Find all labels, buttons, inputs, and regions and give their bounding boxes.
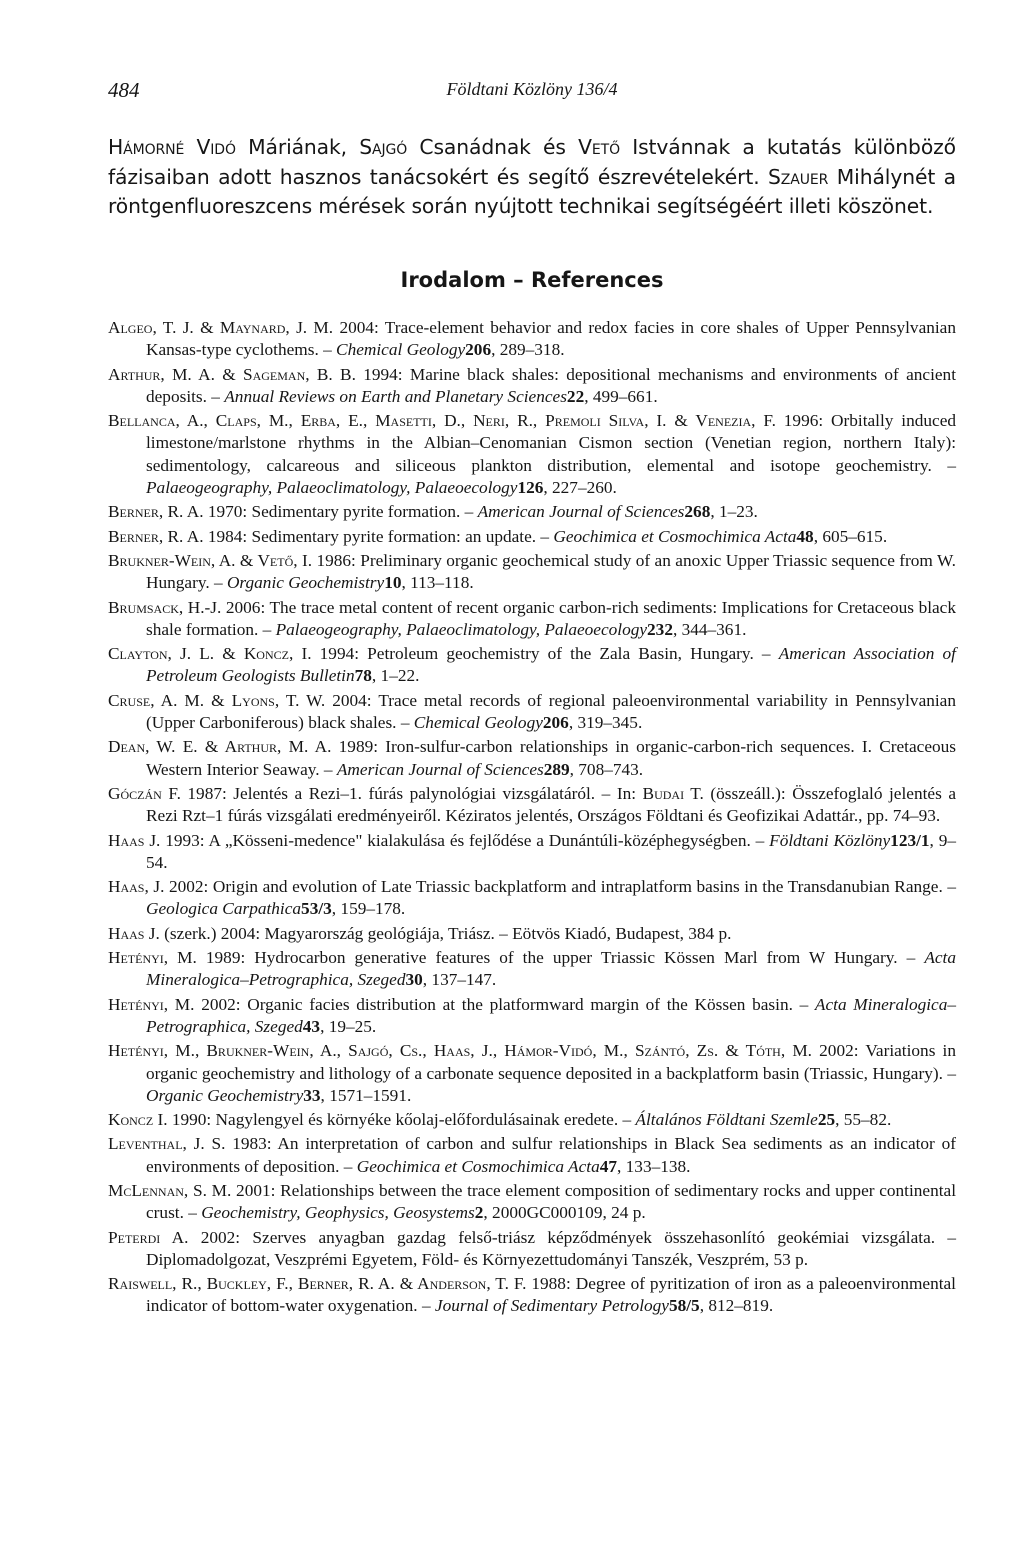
reference-journal: Geochimica et Cosmochimica Acta [553, 526, 797, 546]
references-heading: Irodalom – References [400, 268, 664, 292]
reference-journal: Általános Földtani Szemle [635, 1110, 818, 1130]
reference-text: (szerk.) 2004: Magyarország geológiája, Triász. – Eötvös Kiadó, Budapest, 384 p. [159, 923, 732, 943]
page-header [108, 78, 956, 102]
reference-entry [108, 1227, 956, 1271]
reference-pages: , 55–82. [835, 1110, 892, 1130]
reference-journal: Geochimica et Cosmochimica Acta [356, 1156, 600, 1176]
reference-text: 1993: A „Kösseni-medence" kialakulása és fejlődése a Dunántúli-középhegységben. – [160, 830, 770, 850]
reference-pages: , 319–345. [568, 712, 643, 732]
reference-authors: Leventhal, J. S. [108, 1134, 226, 1154]
reference-authors: Haas J. [108, 923, 160, 943]
reference-text: 1970: Sedimentary pyrite formation. – [203, 502, 478, 522]
reference-volume: 30 [405, 970, 423, 990]
reference-journal: Palaeogeography, Palaeoclimatology, Palaeoecology [275, 619, 648, 639]
page-number: 484 [108, 78, 140, 102]
reference-pages: , 289–318. [491, 340, 565, 360]
reference-text: 2004: Trace-element behavior and redox facies in core shales of Upper Pennsylvanian Kansas-type cyclothems. – [146, 318, 956, 360]
reference-authors: Brukner-Wein, A. & Vető, I. [108, 550, 313, 570]
reference-text: 2002: Origin and evolution of Late Triassic backplatform and intraplatform basins in the Transdanubian Range. – [164, 877, 956, 897]
reference-volume: 206 [542, 712, 569, 732]
reference-authors: Arthur, M. A. & Sageman, B. B. [108, 364, 356, 384]
reference-text: 2006: The trace metal content of recent organic carbon-rich sediments: Implications for Cretaceous black shale formation. – [146, 597, 956, 639]
reference-entry [108, 317, 956, 361]
acknowledgement-text: Istvánnak a kutatás különböző fázisaiban adott hasznos tanácsokért és segítő észrevételekért. [108, 135, 956, 189]
reference-pages: , 1–23. [710, 502, 758, 522]
reference-authors: Peterdi A. [108, 1227, 189, 1247]
reference-authors: Hetényi, M. [108, 994, 195, 1014]
reference-authors: Haas, J. [108, 877, 165, 897]
reference-volume: 268 [684, 502, 711, 522]
reference-authors: Koncz I. [108, 1110, 168, 1130]
reference-text: 1987: Jelentés a Rezi–1. fúrás palynológiai vizsgálatáról. – In: [180, 783, 643, 803]
reference-text: 1986: Preliminary organic geochemical study of an anoxic Upper Triassic sequence from W. Hungary. – [146, 550, 957, 593]
reference-pages: , 605–615. [813, 526, 888, 546]
reference-volume: 123/1 [890, 830, 930, 850]
reference-authors: Haas J. [108, 830, 161, 850]
reference-authors: Clayton, J. L. & Koncz, I. [108, 644, 312, 664]
reference-authors: Bellanca, A., Claps, M., Erba, E., Masetti, D., Neri, R., Premoli Silva, I. & Venezia, F. [108, 411, 776, 431]
reference-entry [108, 597, 956, 641]
reference-pages: , 708–743. [569, 759, 644, 779]
reference-entry [108, 994, 956, 1038]
reference-authors: Algeo, T. J. & Maynard, J. M. [108, 318, 334, 337]
reference-text: 1994: Petroleum geochemistry of the Zala Basin, Hungary. – [311, 644, 779, 664]
reference-entry [108, 1109, 956, 1131]
reference-entry [108, 1133, 956, 1177]
acknowledgement-text: Csanádnak és [407, 135, 579, 159]
reference-text: 1989: Iron-sulfur-carbon relationships in organic-carbon-rich sequences. I. Cretaceous Western Interior Seaway. – [146, 737, 957, 779]
reference-entry [108, 1180, 956, 1224]
reference-pages: , 344–361. [672, 619, 747, 639]
reference-authors: Dean, W. E. & Arthur, M. A. [108, 737, 332, 757]
acknowledgement-text: Máriának, [235, 135, 360, 159]
reference-text: 2001: Relationships between the trace element composition of sedimentary rocks and upper continental crust. – [146, 1181, 957, 1223]
reference-entry [108, 876, 956, 920]
reference-entry [108, 526, 956, 548]
reference-volume: 22 [566, 386, 585, 406]
reference-pages: , 137–147. [422, 970, 497, 990]
reference-entry [108, 410, 956, 499]
reference-pages: , 159–178. [331, 899, 406, 919]
reference-entry [108, 690, 956, 734]
reference-text: 2002: Variations in organic geochemistry and lithology of a carbonate sequence deposited in a backplatform basin (Triassic, Hungary). – [146, 1041, 957, 1083]
reference-text: 1983: An interpretation of carbon and sulfur relationships in Black Sea sediments as an indicator of environments of deposition. – [146, 1134, 956, 1176]
reference-volume: 206 [465, 340, 492, 360]
reference-text: 2004: Trace metal records of regional paleoenvironmental variability in Pennsylvanian (Upper Carboniferous) black shales. – [146, 690, 956, 732]
reference-entry [108, 501, 956, 523]
reference-entry [108, 736, 956, 780]
reference-volume: 53/3 [301, 899, 332, 919]
reference-text: 2002: Szerves anyagban gazdag felső-triász képződmények összehasonlító geokémiai vizsgálata. – Diplomadolgozat, Veszprémi Egyetem, Föld- és Környezettudományi Tanszék, Veszprém, 53 p. [146, 1227, 957, 1269]
reference-journal: Palaeogeography, Palaeoclimatology, Palaeoecology [146, 477, 518, 497]
reference-journal: Organic Geochemistry [146, 1085, 304, 1105]
reference-journal: American Journal of Sciences [477, 502, 685, 522]
reference-volume: 78 [354, 666, 372, 686]
reference-text: 1984: Sedimentary pyrite formation: an update. – [203, 526, 554, 546]
reference-volume: 126 [517, 477, 544, 497]
acknowledgement-text: Mihálynét a röntgenfluoreszcens mérések során nyújtott technikai segítségéért illeti köszönet. [108, 164, 957, 218]
reference-authors: McLennan, S. M. [108, 1181, 232, 1201]
reference-text: 1988: Degree of pyritization of iron as a paleoenvironmental indicator of bottom-water oxygenation. – [146, 1274, 956, 1316]
reference-journal: Geochemistry, Geophysics, Geosystems [201, 1203, 475, 1223]
reference-volume: 289 [543, 759, 570, 779]
reference-journal: Acta Mineralogica–Petrographica, Szeged [146, 948, 956, 990]
reference-entry [108, 364, 956, 408]
reference-text: 1994: Marine black shales: depositional mechanisms and environments of ancient deposits. – [146, 364, 956, 406]
reference-entry [108, 830, 956, 874]
reference-authors: Hetényi, M. [108, 948, 197, 968]
reference-journal: Chemical Geology [413, 712, 543, 732]
reference-entry [108, 1273, 956, 1317]
reference-list [108, 317, 956, 1320]
reference-volume: 25 [817, 1110, 836, 1130]
reference-entry [108, 947, 956, 991]
reference-pages: , 9–54. [146, 830, 956, 872]
acknowledgement-paragraph [108, 133, 956, 222]
reference-editor: Budai T. [642, 783, 704, 803]
reference-volume: 47 [599, 1156, 618, 1176]
reference-text: 1989: Hydrocarbon generative features of the upper Triassic Kössen Marl from W Hungary. – [196, 948, 925, 968]
reference-pages: , 133–138. [617, 1156, 691, 1176]
reference-authors: Hetényi, M., Brukner-Wein, A., Sajgó, Cs., Haas, J., Hámor-Vidó, M., Szántó, Zs. & Tóth, M. [108, 1041, 813, 1061]
reference-authors: Cruse, A. M. & Lyons, T. W. [108, 690, 326, 710]
reference-entry [108, 923, 956, 945]
reference-journal: Geologica Carpathica [146, 899, 302, 919]
reference-volume: 10 [384, 573, 402, 593]
reference-authors: Brumsack, H.-J. [108, 597, 222, 617]
reference-journal: Acta Mineralogica–Petrographica, Szeged [146, 994, 956, 1036]
reference-volume: 43 [302, 1016, 321, 1036]
reference-pages: , 2000GC000109, 24 p. [483, 1203, 646, 1223]
reference-journal: American Association of Petroleum Geologists Bulletin [146, 644, 956, 686]
reference-pages: , 812–819. [699, 1296, 774, 1316]
reference-entry [108, 1040, 956, 1107]
reference-authors: Raiswell, R., Buckley, F., Berner, R. A. & Anderson, T. F. [108, 1274, 527, 1294]
reference-entry [108, 550, 956, 594]
reference-authors: Góczán F. [108, 783, 181, 803]
reference-pages: , 499–661. [584, 386, 658, 406]
reference-journal: Journal of Sedimentary Petrology [434, 1296, 669, 1316]
running-head: Földtani Közlöny 136/4 [446, 79, 618, 99]
reference-volume: 58/5 [668, 1296, 700, 1316]
reference-entry [108, 643, 956, 687]
reference-authors: Berner, R. A. [108, 526, 204, 546]
acknowledged-person-name: Sajgó [359, 135, 408, 159]
reference-pages: , 1571–1591. [320, 1085, 412, 1105]
reference-volume: 232 [647, 619, 673, 639]
reference-text: 1990: Nagylengyel és környéke kőolaj-előfordulásainak eredete. – [167, 1110, 636, 1130]
acknowledged-person-name: Szauer [768, 164, 829, 189]
acknowledged-person-name: Hámorné Vidó [108, 135, 236, 159]
reference-text: (összeáll.): Összefoglaló jelentés a Rezi Rzt–1 fúrás vizsgálati eredményeiről. Kéziratos jelentés, Országos Földtani és Geofizikai Adattár., pp. 74–93. [146, 783, 956, 826]
reference-journal: Organic Geochemistry [226, 573, 385, 593]
acknowledged-person-name: Vető [578, 135, 620, 159]
reference-volume: 33 [303, 1085, 321, 1105]
reference-authors: Berner, R. A. [108, 502, 204, 522]
reference-journal: Chemical Geology [336, 340, 466, 360]
reference-pages: , 1–22. [371, 666, 420, 686]
reference-journal: Annual Reviews on Earth and Planetary Sciences [224, 386, 567, 406]
reference-text: 1996: Orbitally induced limestone/marlstone rhythms in the Albian–Cenomanian Cismon section (Venetian region, northern Italy): sedimentology, calcareous and siliceous plankton distribution, elemental and isotope geochemistry. – [146, 411, 957, 475]
reference-text: 2002: Organic facies distribution at the platformward margin of the Kössen basin. – [194, 994, 815, 1014]
reference-entry [108, 783, 956, 827]
reference-volume: 48 [796, 526, 814, 546]
reference-journal: American Journal of Sciences [336, 759, 544, 779]
reference-volume: 2 [474, 1203, 484, 1223]
reference-journal: Földtani Közlöny [769, 830, 891, 850]
reference-pages: , 227–260. [543, 477, 617, 497]
reference-pages: , 19–25. [320, 1016, 377, 1036]
reference-pages: , 113–118. [401, 573, 474, 593]
